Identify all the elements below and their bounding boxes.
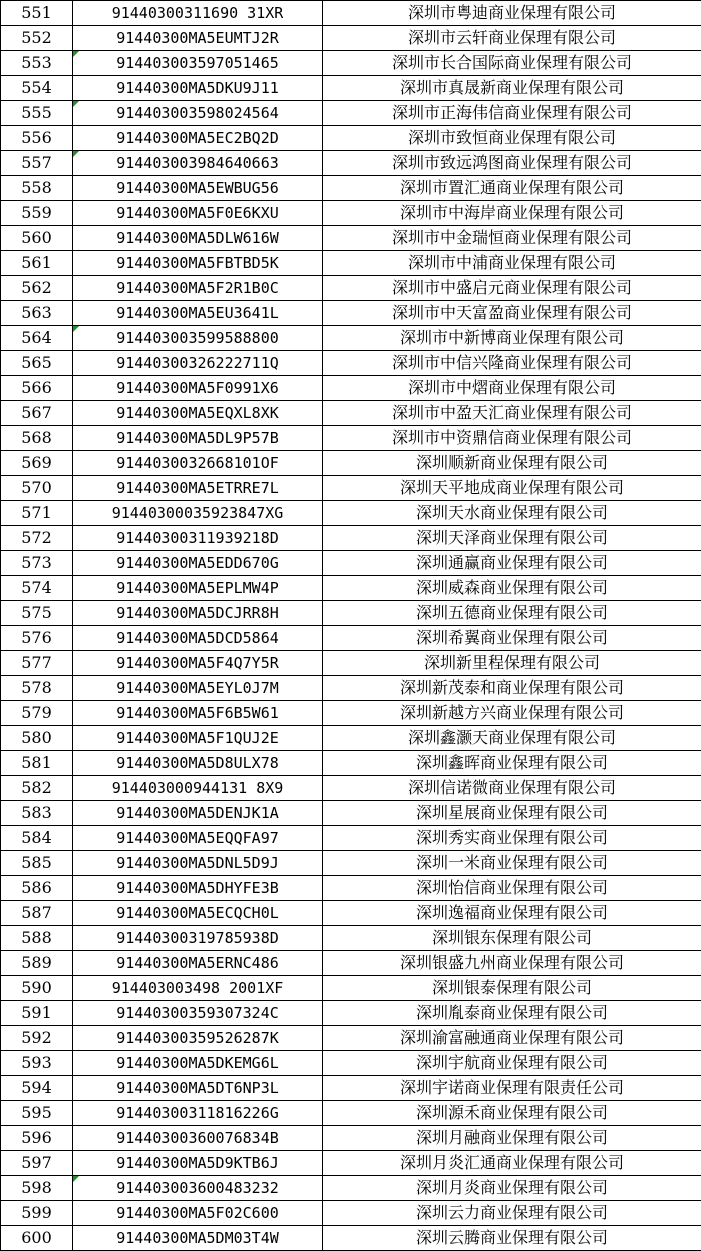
row-number-cell: 576	[1, 626, 73, 651]
row-number-cell: 558	[1, 176, 73, 201]
credit-code-cell	[73, 951, 323, 976]
company-name-cell: 深圳银盛九州商业保理有限公司	[323, 951, 701, 976]
credit-code-text: 91440300MA5DCJRR8H	[116, 604, 279, 622]
row-number-cell: 590	[1, 976, 73, 1001]
row-number-cell: 597	[1, 1151, 73, 1176]
company-name-cell: 深圳市中信兴隆商业保理有限公司	[323, 351, 701, 376]
row-number-cell: 598	[1, 1176, 73, 1201]
table-row	[1, 126, 701, 151]
company-name-cell: 深圳市中海岸商业保理有限公司	[323, 201, 701, 226]
table-row	[1, 1226, 701, 1251]
table-row	[1, 451, 701, 476]
table-row	[1, 51, 701, 76]
row-number-cell: 593	[1, 1051, 73, 1076]
credit-code-text: 91440300360076834B	[116, 1129, 279, 1147]
credit-code-cell	[73, 426, 323, 451]
credit-code-cell	[73, 401, 323, 426]
table-row	[1, 1126, 701, 1151]
table-row	[1, 1026, 701, 1051]
company-name-cell: 深圳市中天富盈商业保理有限公司	[323, 301, 701, 326]
company-name-cell: 深圳新越方兴商业保理有限公司	[323, 701, 701, 726]
company-name-cell: 深圳市真晟新商业保理有限公司	[323, 76, 701, 101]
company-name-cell: 深圳天泽商业保理有限公司	[323, 526, 701, 551]
row-number-cell: 588	[1, 926, 73, 951]
table-row	[1, 701, 701, 726]
credit-code-cell	[73, 651, 323, 676]
table-row	[1, 576, 701, 601]
table-row	[1, 651, 701, 676]
table-row	[1, 151, 701, 176]
table-row	[1, 976, 701, 1001]
table-row	[1, 1201, 701, 1226]
credit-code-text: 91440300326222711Q	[116, 354, 279, 372]
company-name-cell: 深圳秀实商业保理有限公司	[323, 826, 701, 851]
company-name-cell: 深圳市长合国际商业保理有限公司	[323, 51, 701, 76]
credit-code-text: 91440300MA5D9KTB6J	[116, 1154, 279, 1172]
table-row	[1, 101, 701, 126]
credit-code-text: 91440300MA5DHYFE3B	[116, 879, 279, 897]
credit-code-text: 91440300MA5ERNC486	[116, 954, 279, 972]
company-name-cell: 深圳五德商业保理有限公司	[323, 601, 701, 626]
credit-code-cell	[73, 51, 323, 76]
table-row	[1, 1076, 701, 1101]
credit-code-text: 91440300MA5EPLMW4P	[116, 579, 279, 597]
credit-code-cell	[73, 1051, 323, 1076]
credit-code-cell	[73, 301, 323, 326]
credit-code-cell	[73, 776, 323, 801]
credit-code-text: 914403003599588800	[116, 329, 279, 347]
table-row	[1, 26, 701, 51]
credit-code-text: 91440300MA5EQQFA97	[116, 829, 279, 847]
credit-code-text: 91440300MA5EUMTJ2R	[116, 29, 279, 47]
credit-code-cell	[73, 601, 323, 626]
credit-code-cell	[73, 926, 323, 951]
company-name-cell: 深圳一米商业保理有限公司	[323, 851, 701, 876]
row-number-cell: 574	[1, 576, 73, 601]
table-row	[1, 876, 701, 901]
number-as-text-marker-icon	[73, 1176, 79, 1182]
company-name-cell: 深圳逸福商业保理有限公司	[323, 901, 701, 926]
credit-code-cell	[73, 1201, 323, 1226]
credit-code-cell	[73, 101, 323, 126]
company-name-cell: 深圳月炎商业保理有限公司	[323, 1176, 701, 1201]
table-row	[1, 326, 701, 351]
table-body	[1, 1, 701, 1251]
credit-code-cell	[73, 1226, 323, 1251]
credit-code-text: 91440300MA5F0991X6	[116, 379, 279, 397]
credit-code-cell	[73, 876, 323, 901]
credit-code-text: 9144030032668101OF	[116, 454, 279, 472]
company-name-cell: 深圳通赢商业保理有限公司	[323, 551, 701, 576]
credit-code-cell	[73, 276, 323, 301]
credit-code-text: 91440300MA5EDD670G	[116, 554, 279, 572]
table-row	[1, 726, 701, 751]
credit-code-cell	[73, 201, 323, 226]
credit-code-cell	[73, 151, 323, 176]
row-number-cell: 553	[1, 51, 73, 76]
company-name-cell: 深圳月炎汇通商业保理有限公司	[323, 1151, 701, 1176]
row-number-cell: 566	[1, 376, 73, 401]
table-row	[1, 601, 701, 626]
credit-code-text: 91440300MA5EU3641L	[116, 304, 279, 322]
table-row	[1, 551, 701, 576]
table-row	[1, 951, 701, 976]
table-row	[1, 1001, 701, 1026]
credit-code-text: 914403003600483232	[116, 1179, 279, 1197]
number-as-text-marker-icon	[73, 151, 79, 157]
credit-code-text: 914403003598024564	[116, 104, 279, 122]
credit-code-cell	[73, 1126, 323, 1151]
company-name-cell: 深圳天平地成商业保理有限公司	[323, 476, 701, 501]
row-number-cell: 592	[1, 1026, 73, 1051]
table-row	[1, 226, 701, 251]
company-name-cell: 深圳市中盛启元商业保理有限公司	[323, 276, 701, 301]
credit-code-text: 91440300MA5ETRRE7L	[116, 479, 279, 497]
company-name-cell: 深圳市致恒商业保理有限公司	[323, 126, 701, 151]
credit-code-cell	[73, 976, 323, 1001]
credit-code-text: 91440300MA5F4Q7Y5R	[116, 654, 279, 672]
company-name-cell: 深圳云腾商业保理有限公司	[323, 1226, 701, 1251]
company-name-cell: 深圳胤泰商业保理有限公司	[323, 1001, 701, 1026]
credit-code-cell	[73, 226, 323, 251]
credit-code-text: 91440300MA5DKU9J11	[116, 79, 279, 97]
row-number-cell: 595	[1, 1101, 73, 1126]
credit-code-cell	[73, 1151, 323, 1176]
credit-code-text: 91440300311690 31XR	[111, 4, 284, 22]
table-row	[1, 776, 701, 801]
company-name-cell: 深圳市中盈天汇商业保理有限公司	[323, 401, 701, 426]
table-row	[1, 926, 701, 951]
company-name-cell: 深圳天水商业保理有限公司	[323, 501, 701, 526]
table-row	[1, 901, 701, 926]
credit-code-text: 91440300319785938D	[116, 929, 279, 947]
credit-code-cell	[73, 551, 323, 576]
credit-code-text: 91440300MA5EC2BQ2D	[116, 129, 279, 147]
table-row	[1, 801, 701, 826]
row-number-cell: 580	[1, 726, 73, 751]
number-as-text-marker-icon	[73, 51, 79, 57]
credit-code-text: 91440300MA5DL9P57B	[116, 429, 279, 447]
credit-code-cell	[73, 376, 323, 401]
credit-code-text: 91440300MA5EQXL8XK	[116, 404, 279, 422]
number-as-text-marker-icon	[73, 101, 79, 107]
company-name-cell: 深圳宇航商业保理有限公司	[323, 1051, 701, 1076]
company-name-cell: 深圳市中金瑞恒商业保理有限公司	[323, 226, 701, 251]
credit-code-text: 91440300MA5DT6NP3L	[116, 1079, 279, 1097]
company-name-cell: 深圳顺新商业保理有限公司	[323, 451, 701, 476]
row-number-cell: 581	[1, 751, 73, 776]
row-number-cell: 565	[1, 351, 73, 376]
table-row	[1, 826, 701, 851]
table-row	[1, 1101, 701, 1126]
company-name-cell: 深圳信诺微商业保理有限公司	[323, 776, 701, 801]
credit-code-text: 91440300MA5DLW616W	[116, 229, 279, 247]
row-number-cell: 557	[1, 151, 73, 176]
credit-code-text: 91440300359526287K	[116, 1029, 279, 1047]
credit-code-text: 91440300359307324C	[116, 1004, 279, 1022]
table-row	[1, 426, 701, 451]
credit-code-cell	[73, 701, 323, 726]
credit-code-cell	[73, 1076, 323, 1101]
row-number-cell: 589	[1, 951, 73, 976]
company-name-cell: 深圳市置汇通商业保理有限公司	[323, 176, 701, 201]
company-name-cell: 深圳市云轩商业保理有限公司	[323, 26, 701, 51]
row-number-cell: 569	[1, 451, 73, 476]
company-name-cell: 深圳威森商业保理有限公司	[323, 576, 701, 601]
credit-code-text: 914403003498 2001XF	[111, 979, 284, 997]
row-number-cell: 585	[1, 851, 73, 876]
credit-code-cell	[73, 251, 323, 276]
row-number-cell: 559	[1, 201, 73, 226]
row-number-cell: 555	[1, 101, 73, 126]
credit-code-text: 91440300MA5DKEMG6L	[116, 1054, 279, 1072]
credit-code-text: 91440300311816226G	[116, 1104, 279, 1122]
company-name-cell: 深圳源禾商业保理有限公司	[323, 1101, 701, 1126]
credit-code-cell	[73, 801, 323, 826]
credit-code-text: 914403003984640663	[116, 154, 279, 172]
credit-code-text: 91440300MA5DNL5D9J	[116, 854, 279, 872]
credit-code-cell	[73, 751, 323, 776]
row-number-cell: 579	[1, 701, 73, 726]
table-row	[1, 76, 701, 101]
table-row	[1, 251, 701, 276]
credit-code-cell	[73, 626, 323, 651]
company-name-cell: 深圳怡信商业保理有限公司	[323, 876, 701, 901]
credit-code-cell	[73, 26, 323, 51]
table-row	[1, 751, 701, 776]
credit-code-cell	[73, 176, 323, 201]
company-name-cell: 深圳市中浦商业保理有限公司	[323, 251, 701, 276]
row-number-cell: 582	[1, 776, 73, 801]
row-number-cell: 599	[1, 1201, 73, 1226]
credit-code-cell	[73, 1026, 323, 1051]
number-as-text-marker-icon	[73, 326, 79, 332]
table-row	[1, 351, 701, 376]
row-number-cell: 596	[1, 1126, 73, 1151]
credit-code-text: 91440300MA5DENJK1A	[116, 804, 279, 822]
row-number-cell: 551	[1, 1, 73, 26]
company-name-cell: 深圳市中熠商业保理有限公司	[323, 376, 701, 401]
credit-code-cell	[73, 476, 323, 501]
row-number-cell: 561	[1, 251, 73, 276]
company-name-cell: 深圳鑫晖商业保理有限公司	[323, 751, 701, 776]
table-row	[1, 526, 701, 551]
table-row	[1, 851, 701, 876]
credit-code-cell	[73, 1176, 323, 1201]
row-number-cell: 578	[1, 676, 73, 701]
credit-code-text: 91440300MA5F0E6KXU	[116, 204, 279, 222]
table-row	[1, 401, 701, 426]
credit-code-text: 91440300MA5EWBUG56	[116, 179, 279, 197]
company-name-cell: 深圳新茂泰和商业保理有限公司	[323, 676, 701, 701]
row-number-cell: 570	[1, 476, 73, 501]
credit-code-cell	[73, 1101, 323, 1126]
row-number-cell: 594	[1, 1076, 73, 1101]
credit-code-text: 91440300MA5F6B5W61	[116, 704, 279, 722]
credit-code-text: 91440300MA5ECQCH0L	[116, 904, 279, 922]
credit-code-cell	[73, 851, 323, 876]
credit-code-cell	[73, 76, 323, 101]
company-name-cell: 深圳新里程保理有限公司	[323, 651, 701, 676]
table-row	[1, 276, 701, 301]
credit-code-text: 91440300MA5F2R1B0C	[116, 279, 279, 297]
credit-code-text: 914403000944131 8X9	[111, 779, 284, 797]
table-row	[1, 626, 701, 651]
row-number-cell: 562	[1, 276, 73, 301]
credit-code-cell	[73, 1, 323, 26]
credit-code-text: 91440300MA5F02C600	[116, 1204, 279, 1222]
row-number-cell: 575	[1, 601, 73, 626]
credit-code-text: 91440300MA5D8ULX78	[116, 754, 279, 772]
credit-code-cell	[73, 726, 323, 751]
credit-code-cell	[73, 351, 323, 376]
credit-code-cell	[73, 126, 323, 151]
row-number-cell: 552	[1, 26, 73, 51]
credit-code-cell	[73, 1001, 323, 1026]
row-number-cell: 568	[1, 426, 73, 451]
company-name-cell: 深圳银东保理有限公司	[323, 926, 701, 951]
credit-code-cell	[73, 526, 323, 551]
company-name-cell: 深圳希翼商业保理有限公司	[323, 626, 701, 651]
credit-code-text: 91440300MA5FBTBD5K	[116, 254, 279, 272]
company-name-cell: 深圳星展商业保理有限公司	[323, 801, 701, 826]
row-number-cell: 572	[1, 526, 73, 551]
table-row	[1, 301, 701, 326]
credit-code-text: 91440300311939218D	[116, 529, 279, 547]
table-row	[1, 1051, 701, 1076]
row-number-cell: 563	[1, 301, 73, 326]
row-number-cell: 571	[1, 501, 73, 526]
table-row	[1, 176, 701, 201]
table-row	[1, 476, 701, 501]
company-name-cell: 深圳市正海伟信商业保理有限公司	[323, 101, 701, 126]
row-number-cell: 573	[1, 551, 73, 576]
company-name-cell: 深圳月融商业保理有限公司	[323, 1126, 701, 1151]
credit-code-cell	[73, 501, 323, 526]
row-number-cell: 583	[1, 801, 73, 826]
company-name-cell: 深圳市中新博商业保理有限公司	[323, 326, 701, 351]
row-number-cell: 560	[1, 226, 73, 251]
row-number-cell: 584	[1, 826, 73, 851]
credit-code-text: 91440300MA5EYL0J7M	[116, 679, 279, 697]
table-row	[1, 376, 701, 401]
credit-code-cell	[73, 826, 323, 851]
credit-code-cell	[73, 326, 323, 351]
credit-code-cell	[73, 676, 323, 701]
company-name-cell: 深圳市中资鼎信商业保理有限公司	[323, 426, 701, 451]
row-number-cell: 567	[1, 401, 73, 426]
credit-code-text: 914403003597051465	[116, 54, 279, 72]
credit-code-text: 91440300035923847XG	[111, 504, 284, 522]
table-row	[1, 1176, 701, 1201]
credit-code-cell	[73, 451, 323, 476]
credit-code-cell	[73, 576, 323, 601]
row-number-cell: 586	[1, 876, 73, 901]
company-name-cell: 深圳市致远鸿图商业保理有限公司	[323, 151, 701, 176]
company-name-cell: 深圳市粤迪商业保理有限公司	[323, 1, 701, 26]
row-number-cell: 564	[1, 326, 73, 351]
credit-code-cell	[73, 901, 323, 926]
table-row	[1, 1, 701, 26]
row-number-cell: 556	[1, 126, 73, 151]
company-name-cell: 深圳银泰保理有限公司	[323, 976, 701, 1001]
company-name-cell: 深圳鑫灏天商业保理有限公司	[323, 726, 701, 751]
credit-code-text: 91440300MA5DM03T4W	[116, 1229, 279, 1247]
company-name-cell: 深圳渝富融通商业保理有限公司	[323, 1026, 701, 1051]
row-number-cell: 554	[1, 76, 73, 101]
row-number-cell: 600	[1, 1226, 73, 1251]
table-row	[1, 501, 701, 526]
row-number-cell: 587	[1, 901, 73, 926]
row-number-cell: 591	[1, 1001, 73, 1026]
table-row	[1, 676, 701, 701]
row-number-cell: 577	[1, 651, 73, 676]
company-name-cell: 深圳云力商业保理有限公司	[323, 1201, 701, 1226]
credit-code-text: 91440300MA5DCD5864	[116, 629, 279, 647]
credit-code-text: 91440300MA5F1QUJ2E	[116, 729, 279, 747]
company-name-cell: 深圳宇诺商业保理有限责任公司	[323, 1076, 701, 1101]
table-row	[1, 201, 701, 226]
table-row	[1, 1151, 701, 1176]
